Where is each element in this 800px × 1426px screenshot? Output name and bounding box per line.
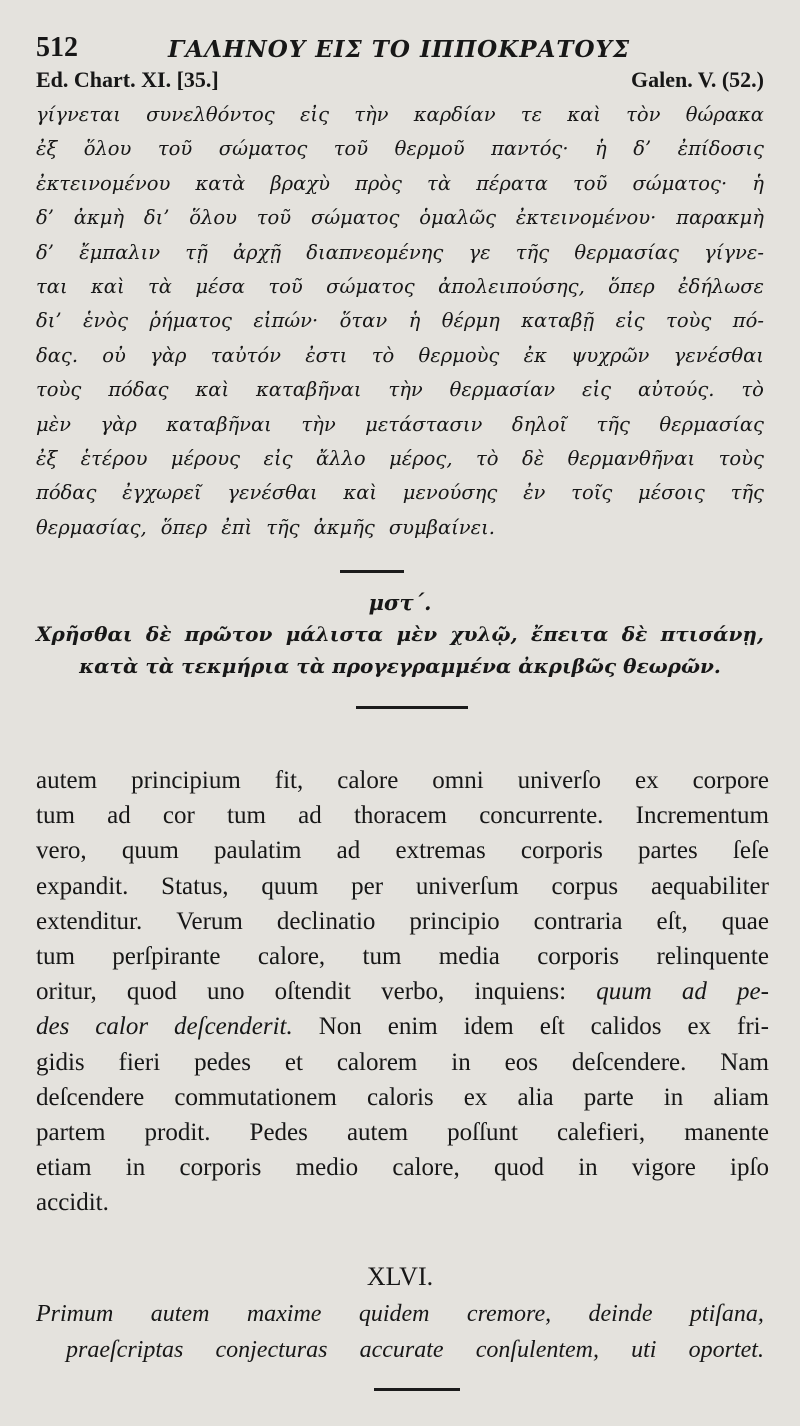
- word: μενούσης: [402, 481, 498, 505]
- word: ad: [298, 802, 322, 830]
- word: quod: [493, 1154, 544, 1182]
- word: δὲ: [145, 622, 172, 646]
- running-title: ΓΑΛΗΝΟΥ ΕΙΣ ΤΟ ΙΠΠΟΚΡΑΤΟΥΣ: [168, 36, 631, 63]
- word: tum: [36, 942, 75, 970]
- word: calidos: [590, 1013, 662, 1041]
- word: ὁμαλῶς: [419, 206, 497, 230]
- word: δι’: [143, 206, 170, 230]
- word: ἑνὸς: [83, 309, 129, 333]
- word: τοῖς: [571, 481, 613, 505]
- word: τοῦ: [333, 137, 369, 161]
- text-line: [36, 511, 764, 545]
- text-line: [36, 1150, 769, 1185]
- text-line: [36, 1080, 769, 1115]
- word: contraria: [533, 907, 623, 935]
- word: ἐκ: [523, 343, 547, 367]
- word: τῆς: [596, 412, 630, 436]
- word: ἔπειτα: [530, 622, 609, 646]
- word: verbo,: [381, 978, 445, 1006]
- word: δ’: [36, 240, 54, 264]
- word: ex: [687, 1013, 712, 1041]
- word: concurrente.: [479, 802, 604, 830]
- word: quum: [121, 837, 179, 865]
- word: ἀκμὴ: [73, 206, 125, 230]
- word: calore,: [392, 1154, 460, 1182]
- word: διαπνεομένης: [306, 240, 444, 264]
- word: θέρμη: [441, 309, 500, 333]
- word: gidis: [36, 1048, 85, 1076]
- text-line: [36, 408, 764, 442]
- word: ὅλου: [83, 137, 132, 161]
- word: πρῶτον: [184, 622, 273, 646]
- word: tum: [362, 942, 402, 970]
- word: corporis: [520, 837, 603, 865]
- word: ἡ: [752, 171, 764, 195]
- word: cremore,: [466, 1301, 552, 1327]
- word: πρὸς: [355, 171, 402, 195]
- word: ὅπερ: [608, 274, 655, 298]
- word: μέσοις: [638, 481, 705, 505]
- word: quum: [596, 978, 652, 1006]
- word: partem: [36, 1118, 106, 1146]
- word: commutationem: [174, 1083, 337, 1111]
- word: τῆς: [266, 515, 300, 539]
- latin-commentary: [36, 763, 769, 1220]
- aphorism-line: [36, 650, 764, 682]
- word: autem: [36, 767, 98, 794]
- word: μάλιστα: [285, 622, 384, 646]
- word: πέρατα: [476, 171, 548, 195]
- word: συνελθόντος: [146, 103, 275, 126]
- word: deinde: [588, 1301, 653, 1327]
- word: ἐπὶ: [221, 515, 253, 539]
- section-rule: [374, 1388, 460, 1391]
- word: extenditur.: [36, 907, 143, 935]
- word: καὶ: [567, 103, 601, 126]
- word: ἀκμῆς: [313, 515, 375, 539]
- text-line: [36, 1045, 769, 1080]
- aphorism-line: [36, 1332, 764, 1368]
- word: αὐτούς.: [637, 378, 715, 402]
- word: ταὐτόν: [210, 343, 281, 367]
- section-rule: [340, 570, 404, 573]
- text-line: [36, 833, 769, 868]
- word: ῥήματος: [149, 309, 232, 333]
- word: δ’: [633, 137, 652, 161]
- text-line: [36, 939, 769, 974]
- word: οὐ: [102, 343, 126, 367]
- word: εἰς: [582, 378, 612, 402]
- word: τὰ: [148, 274, 172, 298]
- word: poſſunt: [447, 1118, 518, 1146]
- text-line: [36, 1115, 769, 1150]
- text-line: [36, 201, 764, 235]
- word: Verum: [176, 907, 243, 935]
- word: δὲ: [521, 446, 545, 470]
- word: extremas: [395, 837, 486, 865]
- word: quum: [261, 872, 319, 900]
- word: κατὰ τὰ τεκμήρια τὰ προγεγραμμένα ἀκριβῶς θεωρῶν.: [79, 654, 721, 678]
- word: βραχὺ: [270, 171, 330, 195]
- word: corpore: [692, 767, 769, 794]
- word: fri-: [737, 1013, 769, 1041]
- page-number: 512: [36, 32, 78, 63]
- word: ἐστι: [305, 343, 348, 367]
- word: ψυχρῶν: [571, 343, 650, 367]
- word: fit,: [274, 767, 304, 794]
- word: συμβαίνει.: [388, 515, 495, 539]
- word: τὸ: [741, 378, 764, 402]
- word: eſt: [539, 1013, 565, 1041]
- word: γενέσθαι: [673, 343, 764, 367]
- edition-reference-chartier: Ed. Chart. XI. [35.]: [36, 67, 219, 92]
- word: pe-: [736, 978, 769, 1006]
- word: oritur,: [36, 978, 97, 1006]
- latin-section-number: XLVI.: [366, 1262, 434, 1291]
- word: τοὺς: [666, 309, 712, 333]
- word: oſtendit: [274, 978, 352, 1006]
- word: parte: [583, 1083, 634, 1111]
- word: δι’: [36, 309, 62, 333]
- text-line: [36, 904, 769, 939]
- word: ὅταν: [339, 309, 388, 333]
- word: in: [578, 1154, 598, 1182]
- word: πό-: [732, 309, 764, 333]
- word: εἰς: [615, 309, 645, 333]
- greek-section-number: μστ΄.: [368, 590, 432, 615]
- word: principio: [409, 907, 500, 935]
- word: Status,: [161, 872, 229, 900]
- word: calefieri,: [557, 1118, 646, 1146]
- greek-commentary: [36, 98, 764, 545]
- word: enim: [387, 1013, 438, 1041]
- word: θερμοῦ: [394, 137, 465, 161]
- word: τοῦ: [157, 137, 193, 161]
- word: σώματος: [218, 137, 308, 161]
- word: deſcendere.: [571, 1048, 687, 1076]
- word: tum: [227, 802, 266, 830]
- word: τῇ: [185, 240, 208, 264]
- word: πτισάνῃ,: [660, 622, 764, 646]
- word: πόδας: [108, 378, 169, 402]
- word: ſeſe: [732, 837, 769, 865]
- word: ἔμπαλιν: [79, 240, 161, 264]
- aphorism-line: [36, 1296, 764, 1332]
- text-line: [36, 373, 764, 407]
- word: μέρους: [170, 446, 241, 470]
- word: καὶ: [195, 378, 230, 402]
- word: ται: [36, 274, 68, 298]
- word: δηλοῖ: [511, 412, 568, 436]
- word: in: [125, 1154, 146, 1182]
- word: θερμασίας: [574, 240, 679, 264]
- word: ἐδήλωσε: [678, 274, 764, 298]
- word: Non: [318, 1013, 362, 1041]
- word: ex: [634, 767, 659, 794]
- word: τοῦ: [573, 171, 608, 195]
- word: γε: [468, 240, 491, 264]
- word: prodit.: [144, 1118, 211, 1146]
- text-line: [36, 270, 764, 304]
- word: corporis: [179, 1154, 262, 1182]
- word: τῆς: [730, 481, 764, 505]
- word: σώματος: [326, 274, 415, 298]
- word: Incrementum: [635, 802, 769, 830]
- word: in: [663, 1083, 684, 1111]
- word: μέσα: [195, 274, 245, 298]
- word: inquiens:: [474, 978, 567, 1006]
- word: eſt,: [656, 907, 688, 935]
- word: ad: [336, 837, 361, 865]
- word: θερμανθῆναι: [567, 446, 696, 470]
- word: γὰρ: [100, 412, 137, 436]
- word: ὅλου: [189, 206, 237, 230]
- word: oportet.: [688, 1337, 764, 1363]
- word: perſpirante: [112, 942, 221, 970]
- latin-aphorism: [36, 1296, 764, 1368]
- word: τὴν: [388, 378, 423, 402]
- text-line: [36, 304, 764, 338]
- word: σώματος: [310, 206, 400, 230]
- word: maxime: [246, 1301, 322, 1327]
- word: παντός·: [491, 137, 569, 161]
- word: θερμασίαν: [449, 378, 556, 402]
- word: per: [351, 872, 384, 900]
- text-line: [36, 974, 769, 1009]
- word: caloris: [366, 1083, 434, 1111]
- word: σώματος·: [632, 171, 728, 195]
- word: τὸ: [475, 446, 499, 470]
- edition-reference-line: [36, 67, 764, 93]
- text-line: [36, 869, 769, 904]
- word: γίγνε-: [704, 240, 764, 264]
- word: καταβῆναι: [166, 412, 272, 436]
- word: θερμασίας: [659, 412, 764, 436]
- word: καὶ: [343, 481, 378, 505]
- word: etiam: [36, 1154, 92, 1182]
- word: media: [438, 942, 500, 970]
- word: ἡ: [408, 309, 421, 333]
- word: quod: [126, 978, 177, 1006]
- word: καρδίαν: [413, 103, 496, 126]
- word: autem: [150, 1301, 210, 1327]
- word: τὰ: [427, 171, 452, 195]
- word: ἐπίδοσις: [677, 137, 764, 161]
- word: autem: [346, 1118, 409, 1146]
- word: μετάστασιν: [365, 412, 483, 436]
- word: δ’: [36, 206, 54, 230]
- word: ptiſana,: [689, 1301, 764, 1327]
- word: καταβῇ: [521, 309, 595, 333]
- text-line: [36, 1009, 769, 1044]
- word: idem: [463, 1013, 514, 1041]
- word: calore: [337, 767, 399, 794]
- word: omni: [432, 767, 484, 794]
- word: θερμοὺς: [418, 343, 500, 367]
- word: uti: [631, 1337, 657, 1363]
- word: εἰς: [263, 446, 293, 470]
- word: univerſum: [415, 872, 519, 900]
- word: ἐγχωρεῖ: [122, 481, 202, 505]
- word: quidem: [358, 1301, 430, 1327]
- text-line: [36, 132, 764, 166]
- word: expandit.: [36, 872, 129, 900]
- word: manente: [684, 1118, 769, 1146]
- word: praeſcriptas: [66, 1337, 184, 1363]
- word: τοῦ: [268, 274, 303, 298]
- word: Nam: [720, 1048, 769, 1076]
- word: calor: [95, 1013, 149, 1041]
- text-line: [36, 442, 764, 476]
- word: thoracem: [353, 802, 447, 830]
- word: univerſo: [517, 767, 601, 794]
- edition-reference-galen: Galen. V. (52.): [630, 67, 764, 92]
- word: ἀπολειπούσης,: [438, 274, 585, 298]
- word: καταβῆναι: [255, 378, 362, 402]
- word: δὲ: [621, 622, 648, 646]
- word: κατὰ: [195, 171, 246, 195]
- word: γίγνεται: [36, 103, 121, 126]
- word: quae: [721, 907, 769, 935]
- word: ὅπερ: [160, 515, 208, 539]
- word: τὴν: [354, 103, 389, 126]
- word: paulatim: [214, 837, 302, 865]
- text-line: [36, 798, 769, 833]
- word: calore,: [257, 942, 326, 970]
- word: τε: [520, 103, 543, 126]
- word: medio: [295, 1154, 359, 1182]
- word: τῆς: [515, 240, 550, 264]
- word: fieri: [118, 1048, 161, 1076]
- word: partes: [638, 837, 698, 865]
- word: γὰρ: [150, 343, 187, 367]
- word: corpus: [551, 872, 619, 900]
- word: conſulentem,: [475, 1337, 599, 1363]
- word: ἐξ: [36, 446, 58, 470]
- word: accurate: [359, 1337, 444, 1363]
- word: τὸ: [371, 343, 395, 367]
- word: declinatio: [276, 907, 376, 935]
- word: calorem: [336, 1048, 418, 1076]
- word: μέρος,: [389, 446, 453, 470]
- word: εἰς: [299, 103, 329, 126]
- word: θερμασίας,: [36, 515, 147, 539]
- text-line: [36, 1185, 769, 1220]
- word: τὴν: [301, 412, 336, 436]
- greek-aphorism: [36, 618, 764, 682]
- word: θώρακα: [685, 103, 764, 126]
- word: ἀρχῇ: [232, 240, 282, 264]
- word: παρακμὴ: [676, 206, 764, 230]
- word: ἄλλο: [315, 446, 366, 470]
- word: ἑτέρου: [80, 446, 148, 470]
- word: uno: [207, 978, 245, 1006]
- word: conjecturas: [215, 1337, 328, 1363]
- word: μὲν: [396, 622, 438, 646]
- word: μὲν: [36, 412, 71, 436]
- page-header: [36, 32, 764, 72]
- word: cor: [162, 802, 195, 830]
- word: vigore: [631, 1154, 696, 1182]
- word: τοὺς: [36, 378, 82, 402]
- word: principium: [131, 767, 241, 794]
- word: χυλῷ,: [450, 622, 518, 646]
- word: ex: [463, 1083, 488, 1111]
- word: pedes: [194, 1048, 251, 1076]
- word: δας.: [36, 343, 79, 367]
- word: relinquente: [656, 942, 769, 970]
- word: et: [284, 1048, 303, 1076]
- word: καὶ: [91, 274, 125, 298]
- word: accidit.: [36, 1189, 109, 1217]
- word: aliam: [713, 1083, 769, 1111]
- text-line: [36, 236, 764, 270]
- word: Pedes: [249, 1118, 308, 1146]
- section-rule: [356, 706, 468, 709]
- word: eos: [504, 1048, 538, 1076]
- word: τοῦ: [256, 206, 292, 230]
- text-line: [36, 339, 764, 373]
- text-line: [36, 476, 764, 510]
- word: τὸν: [626, 103, 661, 126]
- word: in: [451, 1048, 471, 1076]
- word: ad: [107, 802, 131, 830]
- word: corporis: [537, 942, 620, 970]
- word: ἐκτεινομένου·: [515, 206, 657, 230]
- word: Χρῆσθαι: [36, 622, 133, 646]
- word: ἡ: [595, 137, 607, 161]
- word: deſcenderit.: [174, 1013, 293, 1041]
- word: ad: [681, 978, 707, 1006]
- word: des: [36, 1013, 70, 1041]
- word: ἐν: [523, 481, 546, 505]
- word: deſcendere: [36, 1083, 145, 1111]
- word: πόδας: [36, 481, 97, 505]
- word: εἰπών·: [253, 309, 319, 333]
- word: vero,: [36, 837, 87, 865]
- text-line: [36, 167, 764, 201]
- text-line: [36, 98, 764, 132]
- word: aequabiliter: [650, 872, 769, 900]
- word: tum: [36, 802, 75, 830]
- word: ἐξ: [36, 137, 58, 161]
- word: γενέσθαι: [227, 481, 318, 505]
- word: Primum: [36, 1301, 114, 1327]
- aphorism-line: [36, 618, 764, 650]
- word: τοὺς: [718, 446, 764, 470]
- word: alia: [517, 1083, 554, 1111]
- text-line: [36, 763, 769, 798]
- word: ἐκτεινομένου: [36, 171, 171, 195]
- word: ipſo: [730, 1154, 769, 1182]
